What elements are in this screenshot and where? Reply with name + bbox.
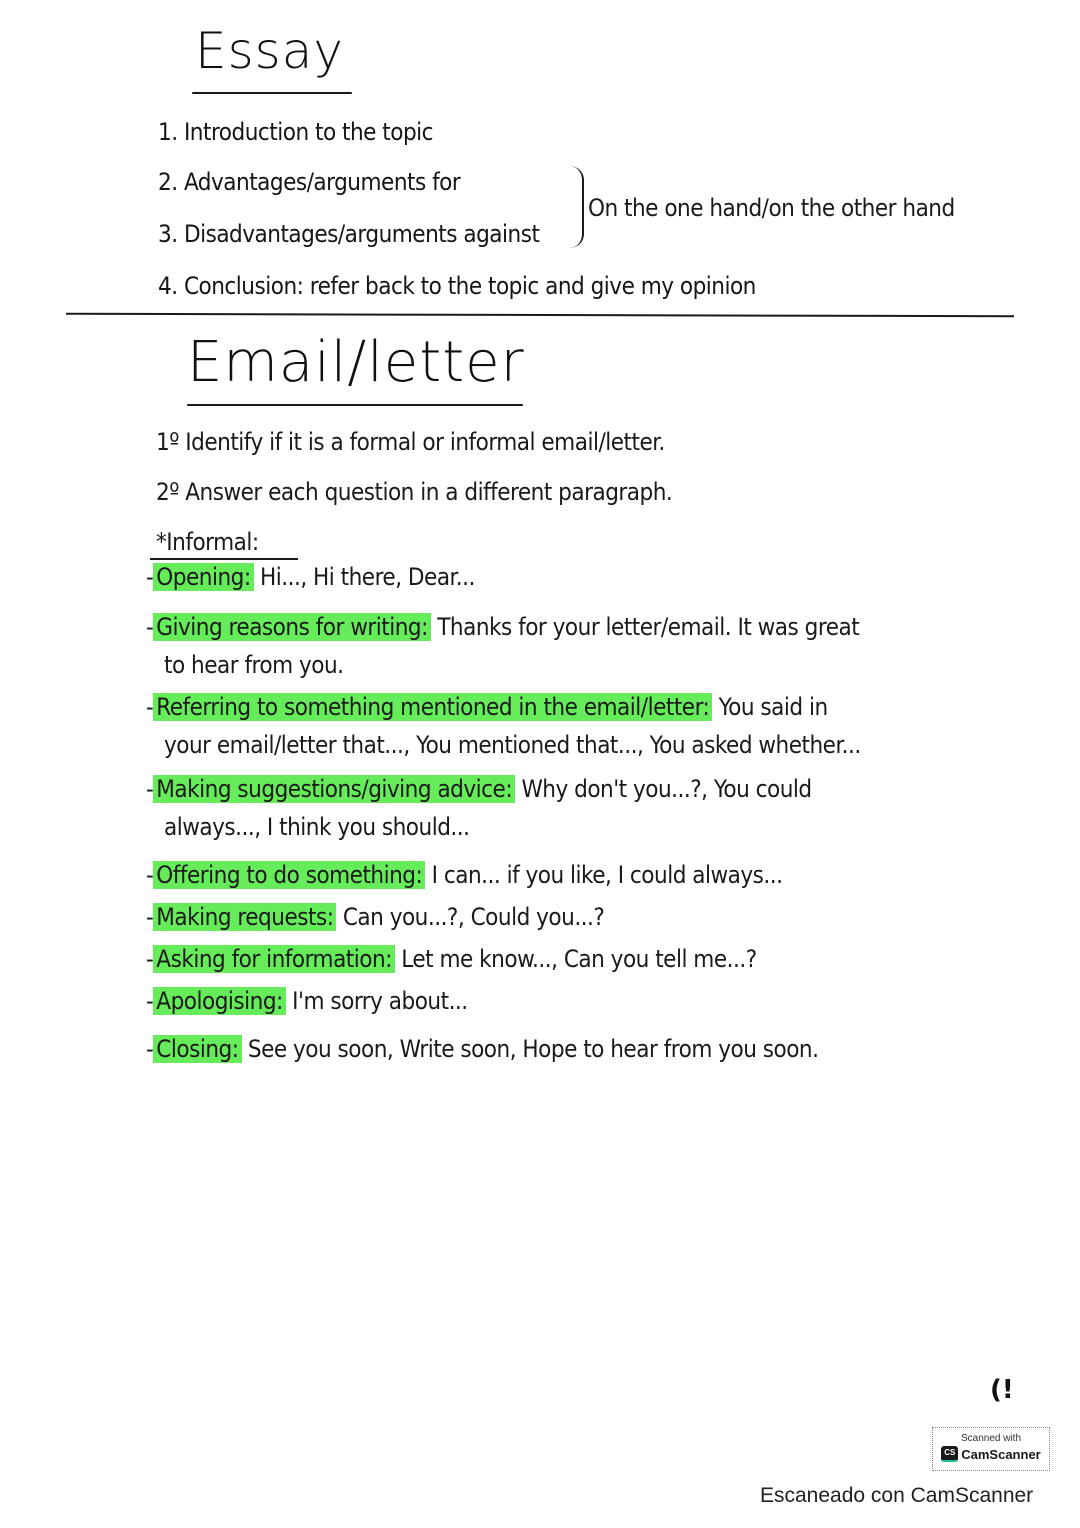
- phrase-text: Why don't you...?, You could: [515, 775, 812, 803]
- essay-title-underline: [192, 92, 352, 94]
- phrase-text: Thanks for your letter/email. It was great: [430, 613, 860, 641]
- email-step-2: 2º Answer each question in a different paragraph.: [156, 478, 673, 506]
- badge-brand-name: CamScanner: [961, 1446, 1041, 1462]
- email-step-1: 1º Identify if it is a formal or informal email/letter.: [156, 428, 665, 456]
- phrase-offering: - Offering to do something: I can... if you like, I could always...: [146, 861, 783, 889]
- phrase-referring: - Referring to something mentioned in the email/letter: You said in your email/letter that..., You mentioned that..., You asked whether...: [146, 688, 966, 764]
- phrase-label: Opening:: [153, 563, 253, 591]
- phrase-text: You said in: [712, 693, 828, 721]
- phrase-suggestions: - Making suggestions/giving advice: Why don't you...?, You could always..., I think you should...: [146, 770, 966, 846]
- informal-heading: *Informal:: [156, 528, 259, 556]
- essay-brace-note: On the one hand/on the other hand: [588, 194, 955, 222]
- phrase-label: Apologising:: [153, 987, 286, 1015]
- essay-item-conclusion: 4. Conclusion: refer back to the topic and give my opinion: [158, 272, 756, 300]
- phrase-continuation: to hear from you.: [164, 651, 344, 679]
- essay-item-advantages: 2. Advantages/arguments for: [158, 168, 461, 196]
- phrase-label: Asking for information:: [153, 945, 395, 973]
- scanner-mark-icon: (!: [990, 1375, 1014, 1405]
- camscanner-badge: [932, 1427, 1050, 1471]
- section-divider: [66, 313, 1014, 317]
- phrase-label: Referring to something mentioned in the email/letter:: [153, 693, 712, 721]
- phrase-giving-reasons: - Giving reasons for writing: Thanks for your letter/email. It was great to hear from you.: [146, 608, 966, 684]
- phrase-text: Let me know..., Can you tell me...?: [394, 945, 757, 973]
- email-title-underline: [187, 404, 523, 406]
- phrase-continuation: always..., I think you should...: [164, 813, 470, 841]
- phrase-apologising: - Apologising: I'm sorry about...: [146, 987, 468, 1015]
- badge-caption: Scanned with: [960, 1433, 1022, 1444]
- camscanner-logo-icon: CS: [941, 1446, 958, 1462]
- essay-item-disadvantages: 3. Disadvantages/arguments against: [158, 220, 540, 248]
- phrase-closing: - Closing: See you soon, Write soon, Hope to hear from you soon.: [146, 1035, 819, 1063]
- phrase-label: Closing:: [153, 1035, 241, 1063]
- phrase-text: Can you...?, Could you...?: [336, 903, 605, 931]
- curly-brace-icon: [568, 166, 584, 248]
- phrase-label: Making requests:: [153, 903, 336, 931]
- phrase-text: I'm sorry about...: [285, 987, 468, 1015]
- scan-footer-text: Escaneado con CamScanner: [760, 1484, 1034, 1507]
- phrase-text: I can... if you like, I could always...: [425, 861, 783, 889]
- email-title: Email/letter: [187, 330, 525, 395]
- phrase-label: Offering to do something:: [153, 861, 425, 889]
- essay-item-introduction: 1. Introduction to the topic: [158, 118, 434, 146]
- phrase-opening: - Opening: Hi..., Hi there, Dear...: [146, 563, 475, 591]
- phrase-label: Making suggestions/giving advice:: [153, 775, 515, 803]
- phrase-text: Hi..., Hi there, Dear...: [253, 563, 475, 591]
- phrase-label: Giving reasons for writing:: [153, 613, 431, 641]
- phrase-requests: - Making requests: Can you...?, Could you...?: [146, 903, 605, 931]
- essay-title: Essay: [195, 22, 344, 80]
- phrase-continuation: your email/letter that..., You mentioned that..., You asked whether...: [164, 731, 861, 759]
- phrase-asking-info: - Asking for information: Let me know..., Can you tell me...?: [146, 945, 757, 973]
- phrase-text: See you soon, Write soon, Hope to hear from you soon.: [241, 1035, 819, 1063]
